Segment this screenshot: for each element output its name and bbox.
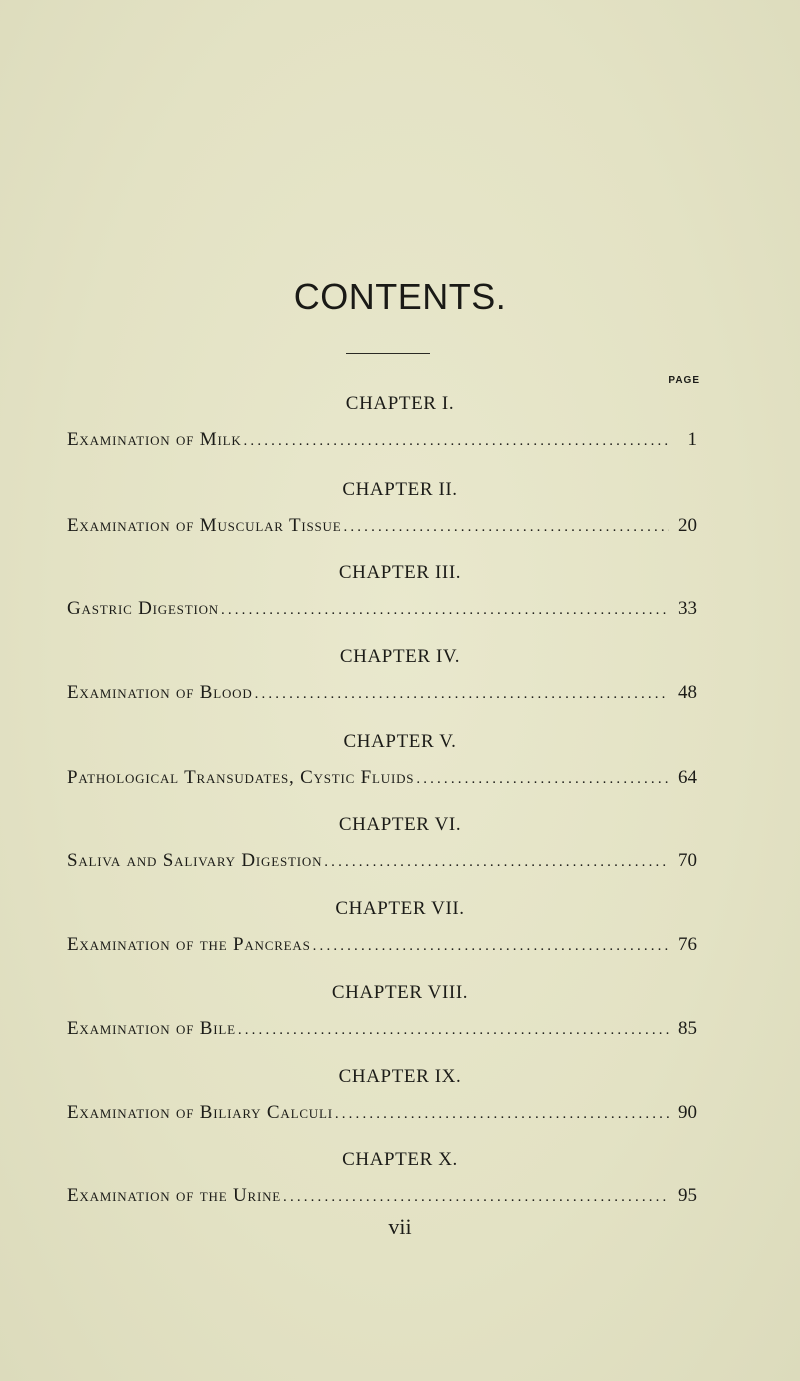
page-title: CONTENTS. — [293, 276, 507, 317]
chapter-heading: CHAPTER V. — [343, 731, 457, 752]
toc-line — [67, 1185, 697, 1207]
chapter-title: Examination of Blood — [67, 682, 253, 703]
dot-leader — [238, 1022, 669, 1039]
chapter-title: Examination of Muscular Tissue — [67, 515, 342, 536]
chapter-heading: CHAPTER VIII. — [331, 982, 469, 1003]
toc-line — [67, 850, 697, 872]
chapter-heading: CHAPTER I. — [345, 393, 455, 414]
page-number: 90 — [678, 1102, 697, 1123]
toc-line — [67, 767, 697, 789]
dot-leader — [335, 1106, 669, 1123]
chapter-title: Gastric Digestion — [67, 598, 219, 619]
page-number: 95 — [678, 1185, 697, 1206]
chapter-heading: CHAPTER II. — [342, 479, 458, 500]
dot-leader — [324, 854, 669, 871]
toc-line — [67, 1102, 697, 1124]
dot-leader — [313, 938, 669, 955]
toc-line — [67, 934, 697, 956]
page-number: 20 — [678, 515, 697, 536]
chapter-heading: CHAPTER IX. — [338, 1066, 462, 1087]
chapter-title: Examination of Biliary Calculi — [67, 1102, 333, 1123]
toc-line — [67, 1018, 697, 1040]
page-number: 33 — [678, 598, 697, 619]
chapter-heading: CHAPTER IV. — [339, 646, 461, 667]
page-number: 1 — [687, 429, 697, 450]
page-folio: vii — [388, 1214, 412, 1239]
page-number: 76 — [678, 934, 697, 955]
chapter-heading: CHAPTER VI. — [338, 814, 462, 835]
chapter-heading: CHAPTER VII. — [335, 898, 465, 919]
chapter-title: Examination of the Pancreas — [67, 934, 311, 955]
page-number: 85 — [678, 1018, 697, 1039]
dot-leader — [244, 433, 669, 450]
dot-leader — [416, 771, 669, 788]
toc-line — [67, 682, 697, 704]
chapter-title: Pathological Transudates, Cystic Fluids — [67, 767, 415, 788]
page-number: 70 — [678, 850, 697, 871]
toc-line — [67, 515, 697, 537]
chapter-heading: CHAPTER X. — [342, 1149, 458, 1170]
toc-line — [67, 598, 697, 620]
dot-leader — [255, 686, 669, 703]
title-rule — [346, 353, 430, 354]
page-number: 64 — [678, 767, 697, 788]
dot-leader — [221, 602, 669, 619]
chapter-title: Saliva and Salivary Digestion — [67, 850, 323, 871]
chapter-heading: CHAPTER III. — [338, 562, 462, 583]
page-column-label: PAGE — [668, 375, 700, 386]
chapter-title: Examination of Milk — [67, 429, 242, 450]
chapter-title: Examination of the Urine — [67, 1185, 282, 1206]
chapter-title: Examination of Bile — [67, 1018, 236, 1039]
dot-leader — [343, 519, 669, 536]
toc-line — [67, 429, 697, 451]
dot-leader — [283, 1189, 669, 1206]
page-number: 48 — [678, 682, 697, 703]
